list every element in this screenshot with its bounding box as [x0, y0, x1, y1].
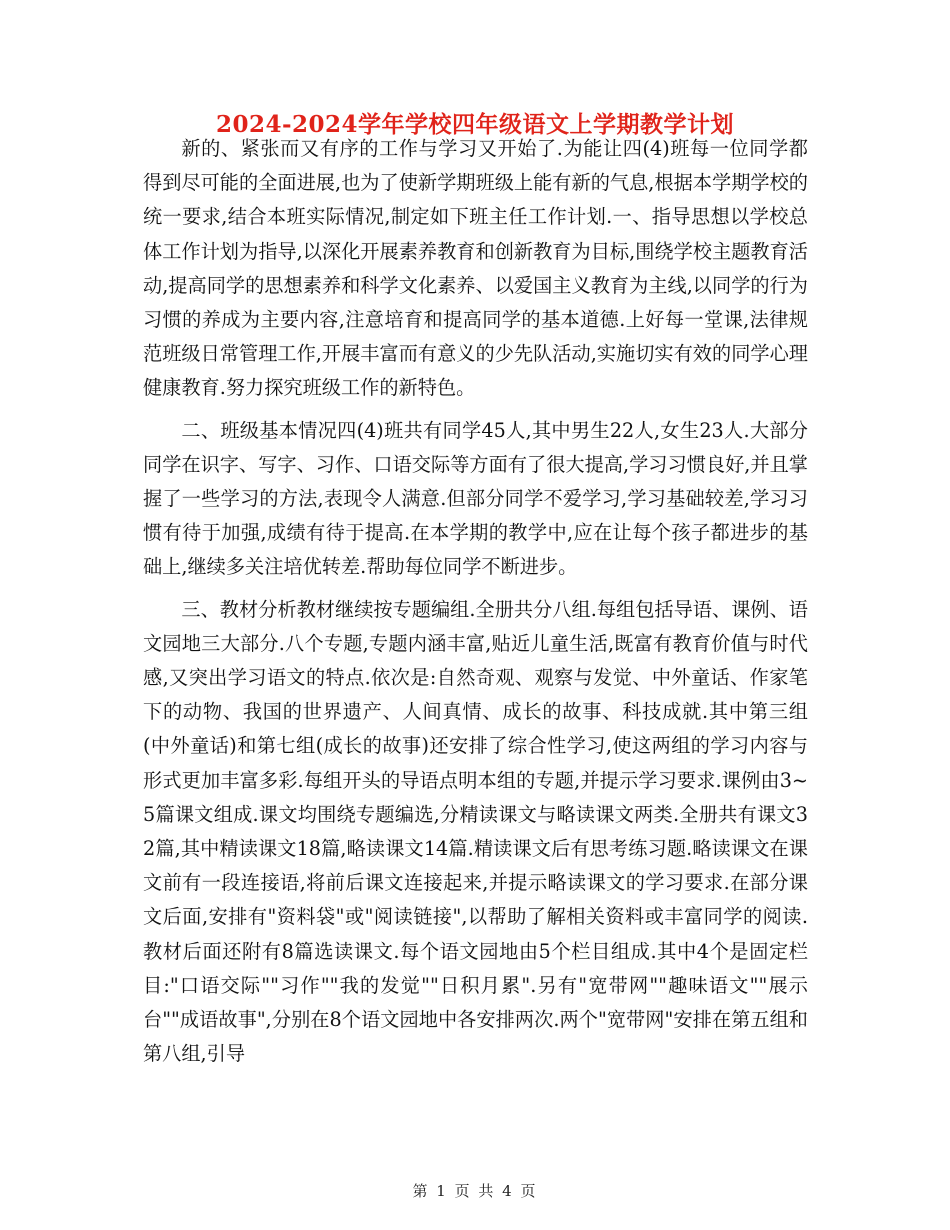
- paragraph-textbook-analysis: 三、教材分析教材继续按专题编组.全册共分八组.每组包括导语、课例、语文园地三大部分.八个专题,专题内涵丰富,贴近儿童生活,既富有教育价值与时代感,又突出学习语文的特点.依次是:自然奇观、观察与发觉、中外童话、作家笔下的动物、我国的世界遗产、人间真情、成长的故事、科技成就.其中第三组(中外童话)和第七组(成长的故事)还安排了综合性学习,使这两组的学习内容与形式更加丰富多彩.每组开头的导语点明本组的专题,并提示学习要求.课例由3~5篇课文组成.课文均围绕专题编选,分精读课文与略读课文两类.全册共有课文32篇,其中精读课文18篇,略读课文14篇.精读课文后有思考练习题.略读课文在课文前有一段连接语,将前后课文连接起来,并提示略读课文的学习要求.在部分课文后面,安排有"资料袋"或"阅读链接",以帮助了解相关资料或丰富同学的阅读.教材后面还附有8篇选读课文.每个语文园地由5个栏目组成.其中4个是固定栏目:"口语交际""习作""我的发觉""日积月累".另有"宽带网""趣味语文""展示台""成语故事",分别在8个语文园地中各安排两次.两个"宽带网"安排在第五组和第八组,引导: [143, 597, 808, 1066]
- paragraph-class-info: 二、班级基本情况四(4)班共有同学45人,其中男生22人,女生23人.大部分同学在识字、写字、习作、口语交际等方面有了很大提高,学习习惯良好,并且掌握了一些学习的方法,表现令人满意.但部分同学不爱学习,学习基础较差,学习习惯有待于加强,成绩有待于提高.在本学期的教学中,应在让每个孩子都进步的基础上,继续多关注培优转差.帮助每位同学不断进步。: [143, 418, 808, 579]
- document-title: 2024-2024学年学校四年级语文上学期教学计划: [215, 111, 735, 138]
- page-number-footer: 第 1 页 共 4 页: [412, 1182, 538, 1200]
- document-body: [143, 132, 808, 1071]
- paragraph-intro: 新的、紧张而又有序的工作与学习又开始了.为能让四(4)班每一位同学都得到尽可能的全面进展,也为了使新学期班级上能有新的气息,根据本学期学校的统一要求,结合本班实际情况,制定如下班主任工作计划.一、指导思想以学校总体工作计划为指导,以深化开展素养教育和创新教育为目标,围绕学校主题教育活动,提高同学的思想素养和科学文化素养、以爱国主义教育为主线,以同学的行为习惯的养成为主要内容,注意培育和提高同学的基本道德.上好每一堂课,法律规范班级日常管理工作,开展丰富而有意义的少先队活动,实施切实有效的同学心理健康教育.努力探究班级工作的新特色。: [143, 137, 808, 400]
